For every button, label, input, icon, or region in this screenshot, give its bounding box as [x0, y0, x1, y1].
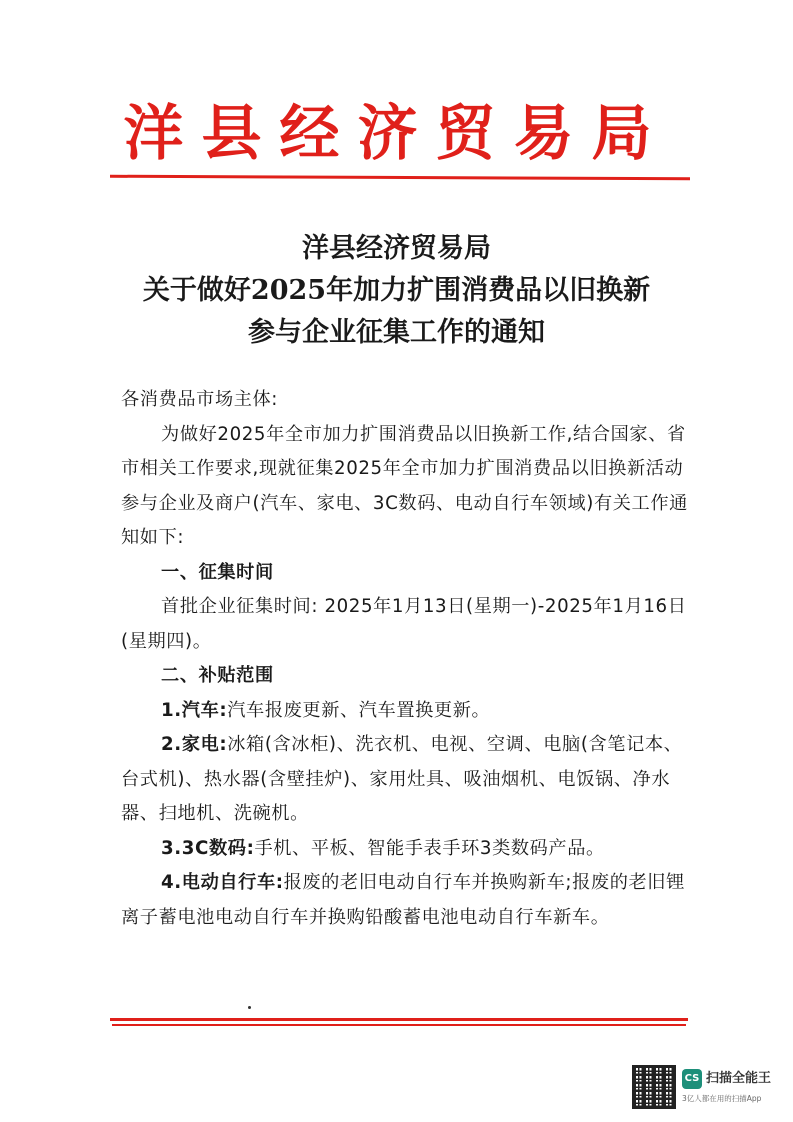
scope-item-ebike	[121, 866, 701, 935]
scope-item-lead: 2.家电:	[161, 734, 228, 755]
camscanner-logo-icon: CS	[682, 1069, 702, 1089]
letterhead-divider	[110, 175, 690, 181]
scope-item-3c	[121, 832, 701, 867]
footer-divider	[110, 1018, 688, 1021]
scope-item-lead: 3.3C数码:	[161, 837, 255, 859]
intro-paragraph: 为做好2025年全市加力扩围消费品以旧换新工作,结合国家、省市相关工作要求,现就征集2025年全市加力扩围消费品以旧换新活动参与企业及商户(汽车、家电、3C数码、电动自行车领域)有关工作通知如下:	[121, 423, 688, 548]
scope-item-lead: 4.电动自行车:	[161, 872, 284, 893]
scope-item-lead: 1.汽车:	[161, 699, 228, 721]
document-body	[121, 383, 701, 935]
footer-divider-secondary	[112, 1024, 686, 1026]
title-line-1: 洋县经济贸易局	[302, 233, 491, 264]
section-text-time: 首批企业征集时间: 2025年1月13日(星期一)-2025年1月16日(星期四)。	[121, 596, 687, 652]
scope-item-text: 手机、平板、智能手表手环3类数码产品。	[254, 837, 605, 859]
scope-item-appliance	[121, 728, 701, 832]
salutation: 各消费品市场主体:	[121, 389, 279, 410]
scan-speck	[248, 1006, 251, 1009]
scanner-watermark	[634, 1067, 784, 1111]
section-heading-scope: 二、补贴范围	[161, 665, 274, 686]
scope-item-text: 汽车报废更新、汽车置换更新。	[227, 699, 491, 721]
qr-code-icon	[634, 1067, 674, 1107]
letterhead-title: 洋县经济贸易局	[123, 99, 670, 169]
title-line-3: 参与企业征集工作的通知	[248, 317, 545, 348]
section-heading-time: 一、征集时间	[161, 561, 274, 583]
scope-item-text: 报废的老旧电动自行车并换购新车;报废的老旧锂离子蓄电池电动自行车并换购铅酸蓄电池电动自行车新车。	[121, 872, 685, 928]
watermark-app-name: 扫描全能王	[706, 1071, 772, 1086]
title-line-2: 关于做好2025年加力扩围消费品以旧换新	[142, 275, 651, 306]
document-title	[0, 228, 793, 354]
scope-item-text: 冰箱(含冰柜)、洗衣机、电视、空调、电脑(含笔记本、台式机)、热水器(含壁挂炉)、家用灶具、吸油烟机、电饭锅、净水器、扫地机、洗碗机。	[121, 734, 683, 824]
watermark-tagline: 3亿人都在用的扫描App	[682, 1094, 762, 1103]
scope-item-auto	[121, 694, 701, 729]
